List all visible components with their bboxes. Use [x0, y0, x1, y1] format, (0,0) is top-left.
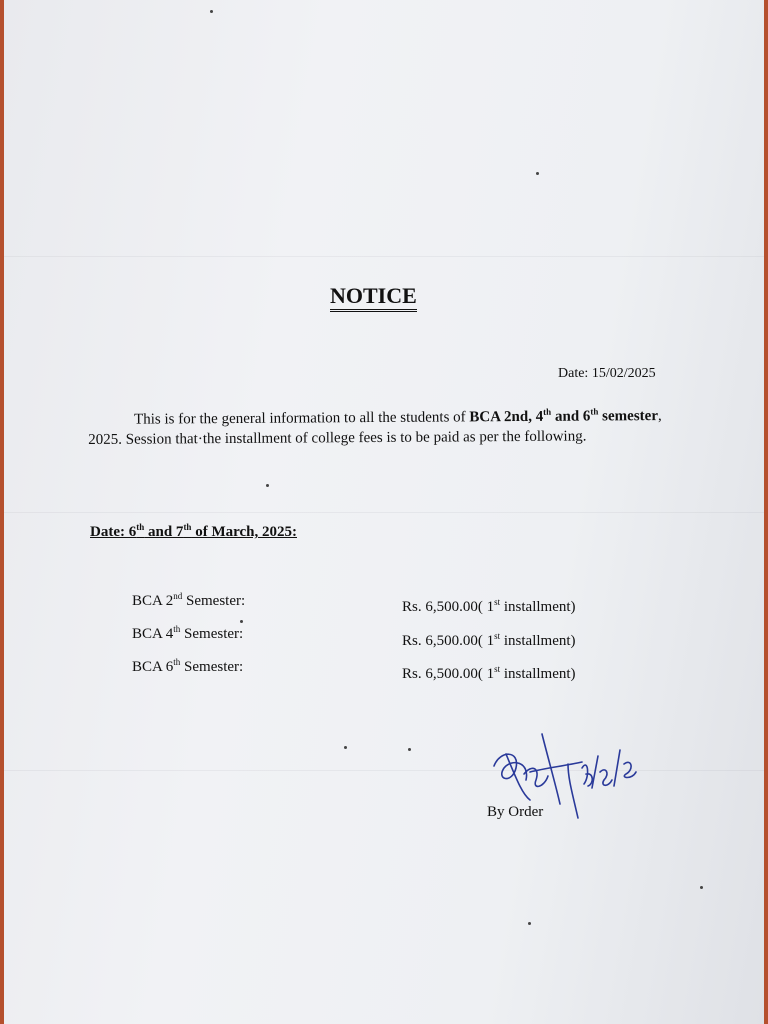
fee-amount-text: installment) — [500, 666, 576, 682]
speck — [536, 172, 539, 175]
body-bold: and 6 — [551, 408, 591, 425]
fee-label — [132, 626, 243, 643]
fee-label-text: BCA 6 — [132, 659, 174, 675]
notice-title: NOTICE — [330, 283, 417, 312]
heading-text: Date: 6 — [90, 524, 137, 540]
heading-sup: th — [183, 522, 192, 532]
body-text: This is for the general information to all the students of — [134, 409, 470, 428]
fee-amount — [402, 633, 576, 650]
fee-amount-text: Rs. 6,500.00( 1 — [402, 633, 495, 649]
by-order-text: By Order — [487, 804, 544, 820]
heading-text: of March, 2025: — [191, 524, 297, 540]
fee-label — [132, 659, 243, 676]
fee-label — [132, 593, 245, 610]
fee-amount-text: installment) — [500, 633, 576, 649]
speck — [344, 746, 347, 749]
notice-body-paragraph — [88, 406, 676, 450]
heading-text: and 7 — [144, 524, 184, 540]
fee-amount — [402, 666, 576, 683]
body-bold: BCA 2nd, 4 — [469, 408, 544, 426]
body-sup: th — [543, 406, 552, 417]
body-text: , 2025. Session that·the installment of college fees is to be paid as per the following. — [88, 407, 662, 448]
notice-paper — [4, 0, 764, 1024]
speck — [700, 886, 703, 889]
speck — [266, 484, 269, 487]
body-bold: semester — [598, 408, 659, 425]
paper-fold — [4, 770, 764, 771]
fee-amount-sup: st — [494, 664, 501, 674]
fee-amount-text: Rs. 6,500.00( 1 — [402, 599, 495, 615]
fee-label-text: BCA 4 — [132, 626, 174, 642]
fee-label-text: Semester: — [180, 659, 244, 675]
heading-sup: th — [136, 522, 145, 532]
fee-label-sup: th — [173, 657, 181, 667]
fee-amount-sup: st — [494, 631, 501, 641]
body-sup: th — [590, 406, 599, 417]
paper-fold — [4, 256, 764, 257]
payment-date-heading — [90, 524, 297, 541]
fee-label-text: Semester: — [180, 626, 244, 642]
paper-fold — [4, 512, 764, 513]
fee-amount-sup: st — [494, 597, 501, 607]
fee-label-sup: nd — [173, 591, 183, 601]
notice-date: Date: 15/02/2025 — [558, 366, 656, 381]
speck — [528, 922, 531, 925]
fee-label-sup: th — [173, 624, 181, 634]
fee-label-text: Semester: — [182, 593, 246, 609]
speck — [408, 748, 411, 751]
fee-amount-text: Rs. 6,500.00( 1 — [402, 666, 495, 682]
fee-label-text: BCA 2 — [132, 593, 174, 609]
speck — [240, 620, 243, 623]
speck — [210, 10, 213, 13]
fee-amount-text: installment) — [500, 599, 576, 615]
fee-amount — [402, 599, 576, 616]
